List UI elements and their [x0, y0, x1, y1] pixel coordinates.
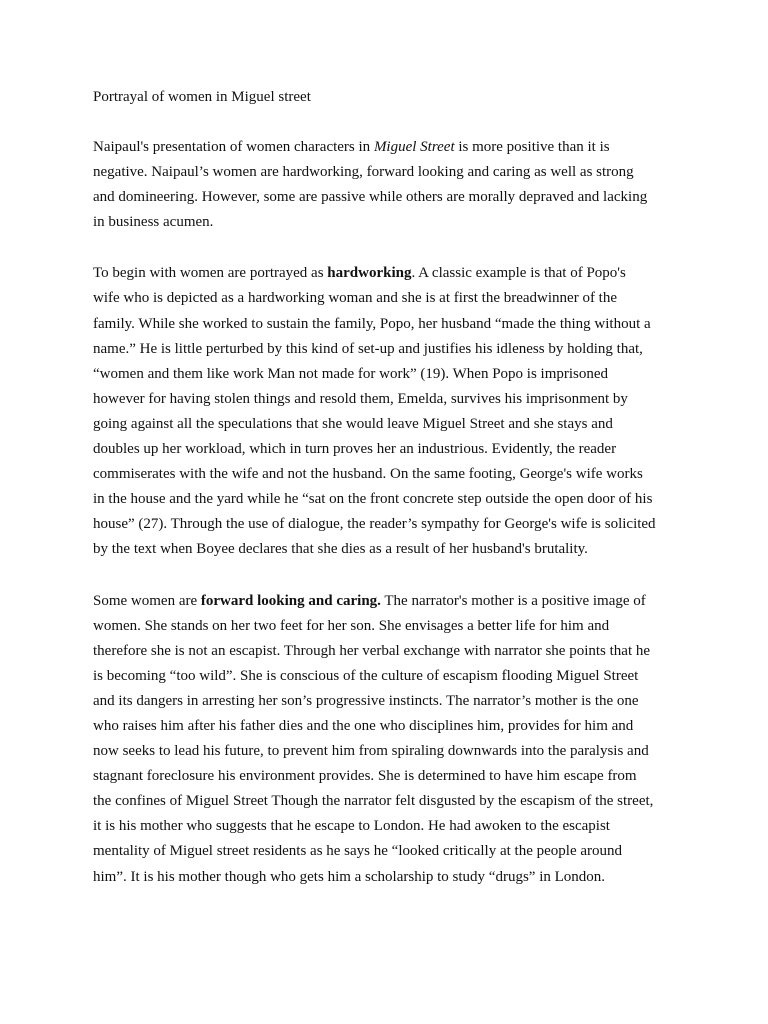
text-run: Some women are — [93, 592, 201, 609]
text-run: and its dangers in arresting her son’s progressive instincts. The narrator’s mother is the one — [93, 692, 639, 709]
text-line — [93, 387, 674, 412]
text-line — [93, 135, 674, 160]
text-line — [93, 537, 674, 562]
text-run: is becoming “too wild”. She is conscious of the culture of escapism flooding Miguel Street — [93, 667, 639, 684]
text-line — [93, 160, 674, 185]
text-line — [93, 664, 674, 689]
text-line — [93, 437, 674, 462]
text-line — [93, 362, 674, 387]
text-line — [93, 764, 674, 789]
text-line — [93, 286, 674, 311]
text-line — [93, 739, 674, 764]
text-line — [93, 487, 674, 512]
text-run: The narrator's mother is a positive image of — [380, 592, 646, 609]
text-run: . A classic example is that of Popo's — [411, 265, 626, 282]
text-line — [93, 689, 674, 714]
paragraph-hardworking — [93, 261, 674, 562]
text-run: however for having stolen things and resold them, Emelda, survives his imprisonment by — [93, 390, 628, 407]
text-line — [93, 512, 674, 537]
text-run: “women and them like work Man not made for work” (19). When Popo is imprisoned — [93, 365, 609, 382]
text-run: going against all the speculations that she would leave Miguel Street and she stays and — [93, 415, 613, 432]
text-run: house” (27). Through the use of dialogue, the reader’s sympathy for George's wife is solicited — [93, 516, 656, 533]
text-run: in the house and the yard while he “sat on the front concrete step outside the open door of his — [93, 491, 653, 508]
text-line — [93, 312, 674, 337]
paragraph-container — [93, 135, 674, 890]
text-line — [93, 865, 674, 890]
text-run: Naipaul's presentation of women characters in — [93, 139, 374, 155]
text-run: and domineering. However, some are passive while others are morally depraved and lacking — [93, 189, 648, 206]
text-run: is more positive than it is — [454, 139, 610, 155]
text-run: name.” He is little perturbed by this kind of set-up and justifies his idleness by holding that, — [93, 340, 643, 357]
text-run: doubles up her workload, which in turn proves her an industrious. Evidently, the reader — [93, 441, 617, 458]
document-body — [93, 86, 674, 916]
emphasis-bold: hardworking — [327, 265, 412, 282]
paragraph-forward-looking — [93, 589, 674, 890]
text-run: stagnant foreclosure his environment provides. She is determined to have him escape from — [93, 768, 637, 785]
text-line — [93, 639, 674, 664]
text-run: negative. Naipaul’s women are hardworking, forward looking and caring as well as strong — [93, 164, 634, 181]
text-run: by the text when Boyee declares that she dies as a result of her husband's brutality. — [93, 541, 588, 558]
text-run: commiserates with the wife and not the husband. On the same footing, George's wife works — [93, 466, 643, 483]
text-run: wife who is depicted as a hardworking woman and she is at first the breadwinner of the — [93, 290, 618, 307]
text-run: it is his mother who suggests that he escape to London. He had awoken to the escapist — [93, 818, 610, 835]
text-line — [93, 261, 674, 286]
text-line — [93, 814, 674, 839]
text-line — [93, 714, 674, 739]
emphasis-italic: Miguel Street — [373, 139, 455, 155]
text-line — [93, 462, 674, 487]
text-line — [93, 614, 674, 639]
text-line — [93, 337, 674, 362]
text-line — [93, 185, 674, 210]
emphasis-bold: forward looking and caring. — [200, 592, 381, 609]
paragraph-intro — [93, 135, 674, 235]
text-line — [93, 789, 674, 814]
text-run: in business acumen. — [93, 214, 214, 231]
text-run: To begin with women are portrayed as — [93, 265, 328, 282]
text-line — [93, 839, 674, 864]
text-run: the confines of Miguel Street Though the narrator felt disgusted by the escapism of the street, — [93, 793, 654, 810]
text-run: now seeks to lead his future, to prevent him from spiraling downwards into the paralysis and — [93, 743, 649, 760]
document-title: Portrayal of women in Miguel street — [93, 89, 311, 105]
text-run: family. While she worked to sustain the family, Popo, her husband “made the thing without a — [93, 315, 651, 332]
text-run: him”. It is his mother though who gets him a scholarship to study “drugs” in London. — [93, 868, 606, 885]
text-run: women. She stands on her two feet for her son. She envisages a better life for him and — [93, 617, 610, 634]
text-run: who raises him after his father dies and the one who disciplines him, provides for him and — [93, 717, 634, 734]
text-line — [93, 412, 674, 437]
text-line — [93, 589, 674, 614]
text-line — [93, 210, 674, 235]
text-run: mentality of Miguel street residents as he says he “looked critically at the people around — [93, 843, 622, 860]
text-run: therefore she is not an escapist. Through her verbal exchange with narrator she points that he — [93, 642, 651, 659]
